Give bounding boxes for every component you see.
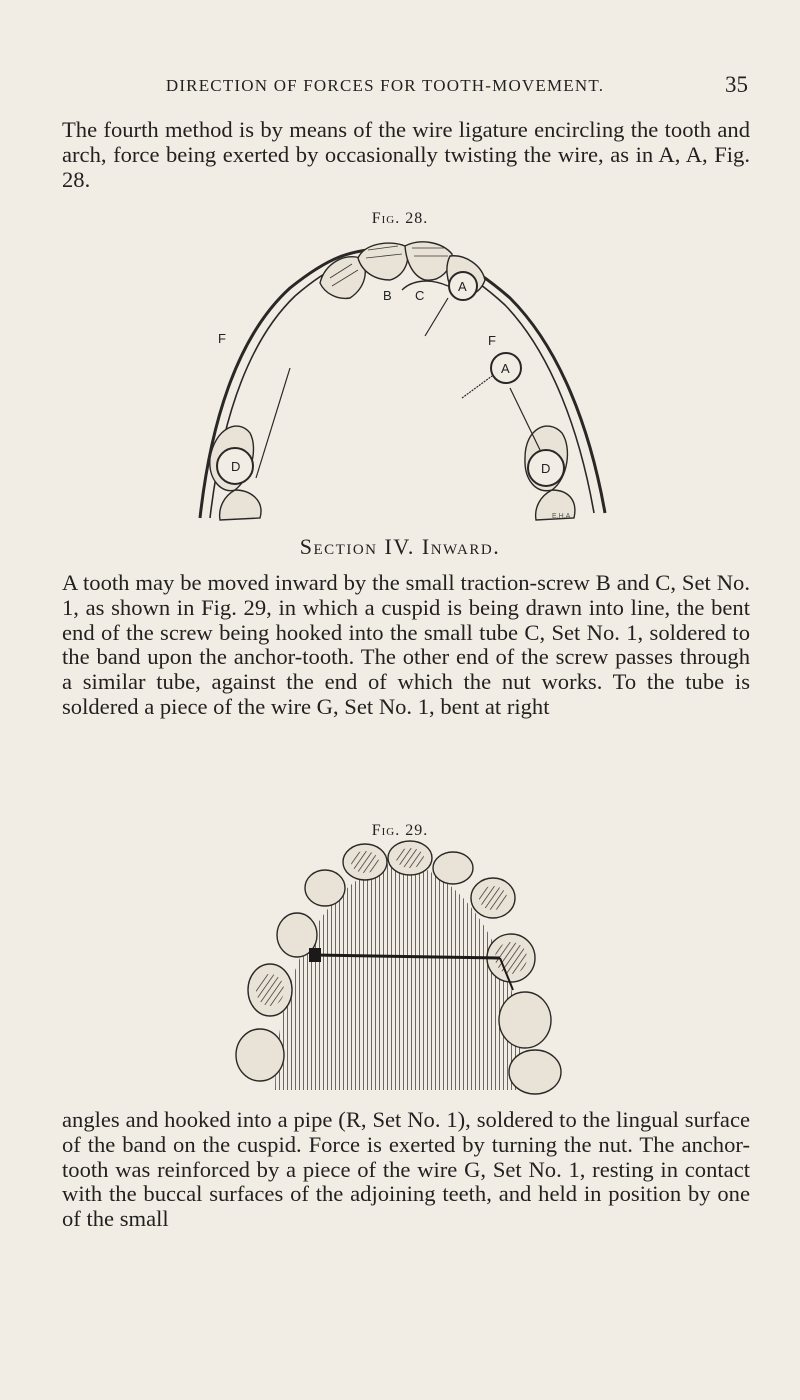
section-body-paragraph: A tooth may be moved inward by the small traction-screw B and C, Set No. 1, as shown in Fig. 29, in which a cuspid is being drawn into line, the bent end of the screw being hooked into the small tube C, Set No. 1, soldered to the band upon the anchor-tooth. The other end of the screw passes through a similar tube, against the end of which the nut works. To the tube is soldered a piece of the wire G, Set No. 1, bent at right [62,570,750,719]
fig28-label-d-right: D [541,461,551,476]
fig28-label-d-left: D [231,459,241,474]
c-wire [402,281,448,290]
fig28-artist-initials: E.H.A. [552,513,573,520]
running-title: DIRECTION OF FORCES FOR TOOTH-MOVEMENT. [165,76,605,95]
screw-nut [309,948,321,962]
fig28-label-c: C [415,288,425,303]
ligature-wire-right [510,388,540,450]
fig28-label-f-right: F [488,333,496,348]
section-heading: Section IV. Inward. [299,534,501,559]
left-wire [256,368,290,478]
page-number: 35 [725,72,748,97]
fig28-label-a-mid: A [501,361,510,376]
fig28-illustration [180,228,620,526]
page-header [62,72,748,106]
fig29-caption: Fig. 29. [371,822,429,839]
ligature-wire-mid [462,376,492,398]
continuation-paragraph: angles and hooked into a pipe (R, Set No. 1), soldered to the lingual surface of the band on the cuspid. Force is exerted by turning the nut. The anchor-tooth was reinforced by a piece of the wire G, Set No. 1, resting in contact with the buccal surfaces of the adjoining teeth, and held in position by one of the small [62,1107,750,1232]
fig29-illustration [215,840,585,1098]
fig28-label-f-left: F [218,331,226,346]
ligature-wire-top [425,298,448,336]
intro-paragraph: The fourth method is by means of the wire ligature encircling the tooth and arch, force being exerted by occasionally twisting the wire, as in A, A, Fig. 28. [62,117,750,192]
fig28-label-b: B [383,288,392,303]
fig28-label-a-top: A [458,279,467,294]
fig28-caption: Fig. 28. [371,210,429,227]
